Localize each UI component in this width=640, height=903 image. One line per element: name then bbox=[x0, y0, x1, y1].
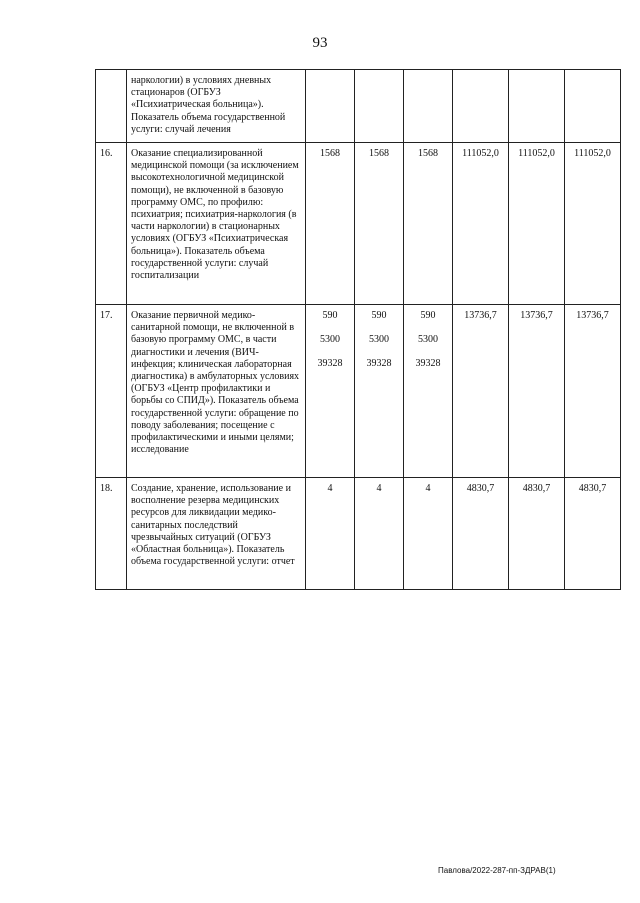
volume-year-3 bbox=[404, 70, 453, 143]
table-row bbox=[96, 305, 621, 478]
funding-year-3 bbox=[565, 70, 621, 143]
row-number bbox=[96, 70, 127, 143]
row-number: 18. bbox=[96, 478, 127, 590]
table-row bbox=[96, 143, 621, 305]
row-description: Оказание специализированной медицинской помощи (за исключением высокотехнологичной медицинской помощи), не включенной в базовую программу ОМС, по профилю: психиатрия; психиатрия-наркология (в части наркологии) в стационарных условиях (ОГБУЗ «Психиатрическая больница»). Показатель объема государственной услуги: случай госпитализации bbox=[127, 143, 306, 305]
volume-year-1 bbox=[306, 305, 355, 478]
row-description: Оказание первичной медико-санитарной помощи, не включенной в базовую программу ОМС, в части диагностики и лечения (ВИЧ-инфекция; клиническая лабораторная диагностика) в амбулаторных условиях (ОГБУЗ «Центр профилактики и борьбы со СПИД»). Показатель объема государственной услуги: обращение по поводу заболевания; посещение с профилактическими и иными целями; исследование bbox=[127, 305, 306, 478]
table-row bbox=[96, 478, 621, 590]
funding-year-2: 13736,7 bbox=[509, 305, 565, 478]
funding-year-3: 13736,7 bbox=[565, 305, 621, 478]
volume-value: 39328 bbox=[366, 358, 392, 370]
volume-value: 590 bbox=[322, 310, 338, 322]
volume-value: 5300 bbox=[369, 334, 389, 346]
volume-year-3 bbox=[404, 305, 453, 478]
funding-year-1: 13736,7 bbox=[453, 305, 509, 478]
volume-year-1 bbox=[306, 70, 355, 143]
table-row bbox=[96, 70, 621, 143]
volume-year-1: 4 bbox=[306, 478, 355, 590]
funding-year-1: 4830,7 bbox=[453, 478, 509, 590]
volume-year-3: 4 bbox=[404, 478, 453, 590]
funding-year-3: 4830,7 bbox=[565, 478, 621, 590]
volume-value: 39328 bbox=[415, 358, 441, 370]
volume-year-2: 4 bbox=[355, 478, 404, 590]
volume-value: 5300 bbox=[320, 334, 340, 346]
volume-year-1: 1568 bbox=[306, 143, 355, 305]
volume-year-2: 1568 bbox=[355, 143, 404, 305]
volume-year-3: 1568 bbox=[404, 143, 453, 305]
row-number: 17. bbox=[96, 305, 127, 478]
volume-value: 590 bbox=[371, 310, 387, 322]
document-footer-code: Павлова/2022-287-пп-ЗДРАВ(1) bbox=[438, 866, 556, 875]
funding-year-1: 111052,0 bbox=[453, 143, 509, 305]
row-description: Создание, хранение, использование и восполнение резерва медицинских ресурсов для ликвидации медико-санитарных последствий чрезвычайных ситуаций (ОГБУЗ «Областная больница»). Показатель объема государственной услуги: отчет bbox=[127, 478, 306, 590]
funding-year-2: 4830,7 bbox=[509, 478, 565, 590]
volume-value: 39328 bbox=[317, 358, 343, 370]
funding-year-2 bbox=[509, 70, 565, 143]
funding-year-3: 111052,0 bbox=[565, 143, 621, 305]
volume-year-2 bbox=[355, 305, 404, 478]
page-number: 93 bbox=[312, 35, 328, 51]
volume-value: 590 bbox=[420, 310, 436, 322]
volume-year-2 bbox=[355, 70, 404, 143]
row-description: наркологии) в условиях дневных стационаров (ОГБУЗ «Психиатрическая больница»). Показатель объема государственной услуги: случай лечения bbox=[127, 70, 306, 143]
row-number: 16. bbox=[96, 143, 127, 305]
funding-year-2: 111052,0 bbox=[509, 143, 565, 305]
services-table bbox=[95, 69, 621, 590]
funding-year-1 bbox=[453, 70, 509, 143]
volume-value: 5300 bbox=[418, 334, 438, 346]
